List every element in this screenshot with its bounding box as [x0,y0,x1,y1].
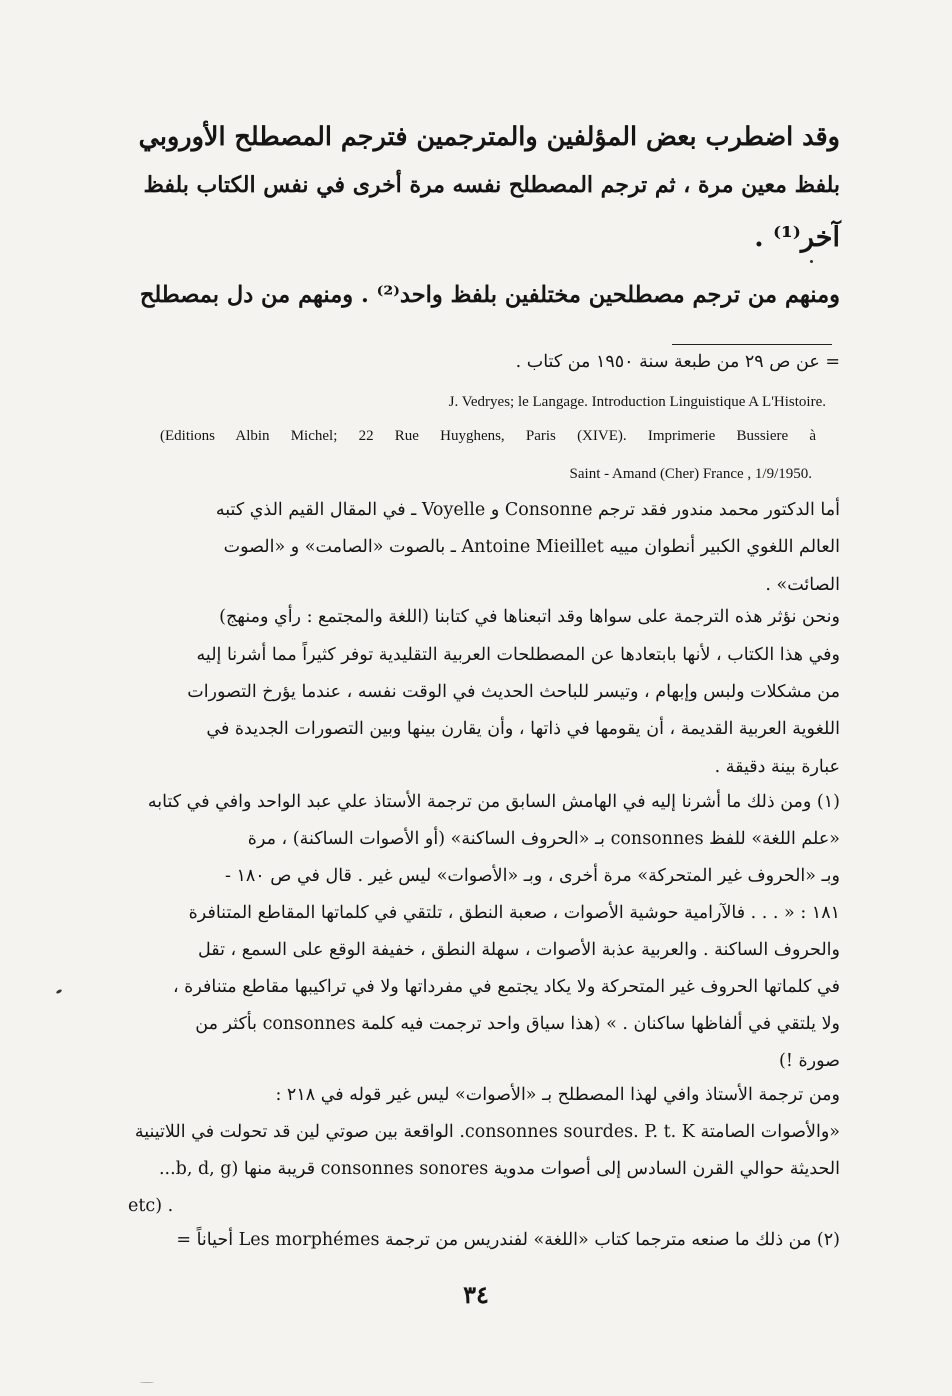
footnote-1-line: ١٨١ : « . . . فالآرامية حوشية الأصوات ، صعبة النطق ، تلتقي في كلماتها المقاطع المتنافرة [188,903,840,923]
main-text-line-4: ومنهم من ترجم مصطلحين مختلفين بلفظ واحد⁽²⁾ . ومنهم من دل بمصطلح [139,282,840,308]
footnote-1-line: ومن ترجمة الأستاذ وافي لهذا المصطلح بـ «الأصوات» ليس غير قوله في ٢١٨ : [275,1085,840,1105]
footnote-line: أما الدكتور محمد مندور فقد ترجم Consonne و Voyelle ـ في المقال القيم الذي كتبه [215,500,840,520]
main-text-line-1: وقد اضطرب بعض المؤلفين والمترجمين فترجم المصطلح الأوروبي [138,122,840,152]
footnote-1-line: في كلماتها الحروف غير المتحركة ولا يكاد يجتمع في مفرداتها ولا في تراكيبها مقاطع متنافرة ، [172,977,840,997]
footnote-line: من مشكلات ولبس وإبهام ، وتيسر للباحث الحديث في الوقت نفسه ، عندما يؤرخ التصورات [187,682,840,702]
footnote-1-line: ولا يلتقي في ألفاظها ساكنان . » (هذا سياق واحد ترجمت فيه كلمة consonnes بأكثر من [195,1014,840,1034]
footnote-1-line: صورة !) [779,1051,840,1071]
footnote-1-line: وبـ «الحروف غير المتحركة» مرة أخرى ، وبـ «الأصوات» ليس غير . قال في ص ١٨٠ - [225,866,840,886]
footnote-1-line: «والأصوات الصامتة consonnes sourdes. P. t. K. الواقعة بين صوتي لين قد تحولت في اللاتينية [134,1122,840,1142]
footnote-1-line: etc) . [128,1196,174,1216]
main-text-line-3: آخر⁽¹⁾ . [754,222,840,253]
footnote-line: الصائت» . [765,575,840,595]
book-ref-title: J. Vedryes; le Langage. Introduction Linguistique A L'Histoire. [448,394,826,410]
footnote-1-line: «علم اللغة» للفظ consonnes بـ «الحروف الساكنة» (أو الأصوات الساكنة) ، مرة [247,829,840,849]
scan-speck [810,260,813,263]
footnote-line: اللغوية العربية القديمة ، أن يقومها في ذاتها ، وأن يقارن بينها وبين التصورات الجديدة في [206,719,840,739]
scan-speck [56,989,63,995]
scan-speck [140,1382,154,1383]
footnote-line: العالم اللغوي الكبير أنطوان مييه Antoine Mieillet ـ بالصوت «الصامت» و «الصوت [223,537,840,557]
footnote-1-line: الحديثة حوالي القرن السادس إلى أصوات مدوية consonnes sonores قريبة منها (b, d, g... [158,1159,840,1179]
book-ref-arabic: = عن ص ٢٩ من طبعة سنة ١٩٥٠ من كتاب . [515,352,840,372]
footnote-line: عبارة بينة دقيقة . [714,757,840,777]
page-number: ٣٤ [463,1280,489,1309]
footnote-separator [672,344,832,345]
footnote-line: وفي هذا الكتاب ، لأنها بابتعادها عن المصطلحات العربية التقليدية توفر كثيراً مما أشرنا إليه [196,645,840,665]
main-text-line-2: بلفظ معين مرة ، ثم ترجم المصطلح نفسه مرة أخرى في نفس الكتاب بلفظ [143,172,840,198]
footnote-1-line: (١) ومن ذلك ما أشرنا إليه في الهامش السابق من ترجمة الأستاذ علي عبد الواحد وافي في كتابه [147,792,840,812]
footnote-line: ونحن نؤثر هذه الترجمة على سواها وقد اتبعناها في كتابنا (اللغة والمجتمع : رأي ومنهج) [219,607,840,627]
book-ref-place: Saint - Amand (Cher) France , 1/9/1950. [569,466,812,482]
book-ref-publisher: (Editions Albin Michel; 22 Rue Huyghens, Paris (XIVE). Imprimerie Bussiere à [160,428,816,444]
footnote-1-line: والحروف الساكنة . والعربية عذبة الأصوات ، سهلة النطق ، خفيفة الوقع على السمع ، تقل [198,940,840,960]
footnote-2-line: (٢) من ذلك ما صنعه مترجما كتاب «اللغة» لفندريس من ترجمة Les morphémes أحياناً = [176,1230,840,1250]
